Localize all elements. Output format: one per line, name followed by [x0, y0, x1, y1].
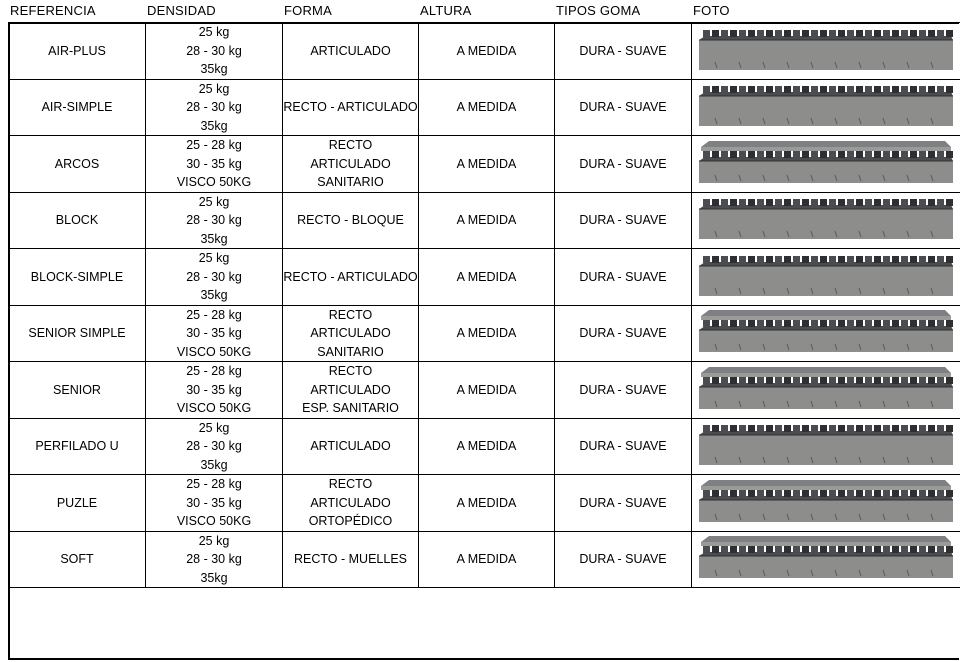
cell-foto [692, 192, 960, 249]
densidad-line: 28 - 30 kg [186, 43, 242, 58]
altura-text: A MEDIDA [456, 439, 517, 453]
table-row [9, 418, 960, 475]
cell-tipos-goma [555, 362, 692, 419]
goma-text: DURA - SUAVE [579, 100, 667, 114]
table-row [9, 79, 960, 136]
referencia-text: SENIOR SIMPLE [28, 326, 126, 340]
densidad-line: 28 - 30 kg [186, 439, 242, 453]
densidad-line: 25 kg [198, 420, 230, 435]
cell-forma [283, 192, 419, 249]
header-densidad: DENSIDAD [147, 3, 216, 18]
cell-tipos-goma [555, 531, 692, 588]
forma-line: SANITARIO [317, 175, 384, 189]
cell-referencia [9, 305, 146, 362]
cell-foto [692, 136, 960, 193]
perfilado-u-mattress-photo [695, 421, 957, 471]
cell-altura [419, 475, 555, 532]
cell-referencia [9, 531, 146, 588]
altura-text: A MEDIDA [456, 326, 517, 340]
densidad-line: 35kg [200, 570, 228, 585]
cell-referencia [9, 192, 146, 249]
cell-referencia [9, 23, 146, 80]
cell-altura [419, 192, 555, 249]
cell-forma [283, 531, 419, 588]
altura-text: A MEDIDA [456, 552, 517, 566]
goma-text: DURA - SUAVE [579, 439, 667, 453]
cell-forma [283, 249, 419, 306]
forma-line: RECTO [328, 477, 373, 491]
densidad-line: 28 - 30 kg [186, 213, 242, 227]
forma-line: ARTICULADO [310, 43, 391, 58]
densidad-line: 35kg [200, 288, 228, 302]
densidad-line: 30 - 35 kg [186, 326, 242, 340]
referencia-text: BLOCK-SIMPLE [30, 269, 124, 284]
densidad-line: 25 kg [198, 533, 230, 548]
cell-foto [692, 23, 960, 80]
goma-text: DURA - SUAVE [579, 326, 667, 340]
product-table [8, 22, 960, 588]
cell-foto [692, 475, 960, 532]
header-referencia: REFERENCIA [10, 3, 96, 18]
referencia-text: PUZLE [56, 495, 98, 510]
altura-text: A MEDIDA [456, 213, 517, 227]
cell-tipos-goma [555, 418, 692, 475]
cell-altura [419, 418, 555, 475]
cell-altura [419, 23, 555, 80]
cell-densidad [146, 475, 283, 532]
arcos-mattress-photo [695, 139, 957, 189]
referencia-text: PERFILADO U [35, 439, 119, 453]
referencia-text: SOFT [60, 552, 94, 566]
cell-tipos-goma [555, 23, 692, 80]
goma-text: DURA - SUAVE [579, 495, 667, 510]
forma-line: ARTICULADO [310, 326, 391, 340]
referencia-text: BLOCK [55, 213, 99, 227]
referencia-text: AIR-PLUS [48, 43, 106, 58]
cell-forma [283, 362, 419, 419]
forma-line: ARTICULADO [310, 495, 391, 510]
goma-text: DURA - SUAVE [579, 43, 667, 58]
cell-altura [419, 305, 555, 362]
cell-referencia [9, 418, 146, 475]
cell-forma [283, 418, 419, 475]
altura-text: A MEDIDA [456, 269, 517, 284]
goma-text: DURA - SUAVE [579, 213, 667, 227]
cell-referencia [9, 136, 146, 193]
cell-foto [692, 531, 960, 588]
forma-line: ARTICULADO [310, 156, 391, 171]
header-foto: FOTO [693, 3, 730, 18]
referencia-text: ARCOS [54, 156, 100, 171]
densidad-line: 25 - 28 kg [186, 364, 242, 378]
cell-tipos-goma [555, 475, 692, 532]
goma-text: DURA - SUAVE [579, 552, 667, 566]
altura-text: A MEDIDA [456, 156, 517, 171]
altura-text: A MEDIDA [456, 382, 517, 397]
forma-line: RECTO - ARTICULADO [283, 100, 418, 114]
block-mattress-photo [695, 195, 957, 245]
table-header [0, 0, 961, 22]
cell-altura [419, 79, 555, 136]
cell-densidad [146, 362, 283, 419]
cell-altura [419, 249, 555, 306]
cell-densidad [146, 418, 283, 475]
referencia-text: AIR-SIMPLE [41, 100, 113, 114]
senior-mattress-photo [695, 365, 957, 415]
densidad-line: 30 - 35 kg [186, 495, 242, 510]
altura-text: A MEDIDA [456, 495, 517, 510]
table-row [9, 23, 960, 80]
cell-forma [283, 136, 419, 193]
densidad-line: 35kg [200, 118, 228, 133]
cell-foto [692, 418, 960, 475]
densidad-line: 25 - 28 kg [186, 477, 242, 491]
cell-altura [419, 531, 555, 588]
soft-mattress-photo [695, 534, 957, 584]
altura-text: A MEDIDA [456, 100, 517, 114]
table-row [9, 475, 960, 532]
densidad-line: 35kg [200, 231, 228, 246]
forma-line: RECTO [328, 364, 373, 378]
goma-text: DURA - SUAVE [579, 382, 667, 397]
densidad-line: 28 - 30 kg [186, 269, 242, 284]
densidad-line: VISCO 50KG [176, 344, 252, 359]
cell-tipos-goma [555, 136, 692, 193]
puzle-mattress-photo [695, 478, 957, 528]
cell-tipos-goma [555, 79, 692, 136]
densidad-line: 28 - 30 kg [186, 100, 242, 114]
header-forma: FORMA [284, 3, 332, 18]
forma-line: RECTO - BLOQUE [297, 213, 404, 227]
cell-altura [419, 362, 555, 419]
forma-line: RECTO [328, 307, 373, 322]
cell-densidad [146, 79, 283, 136]
cell-tipos-goma [555, 249, 692, 306]
cell-forma [283, 475, 419, 532]
densidad-line: 25 kg [198, 25, 230, 39]
altura-text: A MEDIDA [456, 43, 517, 58]
cell-forma [283, 79, 419, 136]
goma-text: DURA - SUAVE [579, 156, 667, 171]
densidad-line: VISCO 50KG [176, 514, 252, 528]
cell-referencia [9, 362, 146, 419]
forma-line: RECTO - MUELLES [294, 552, 407, 566]
forma-line: SANITARIO [317, 344, 384, 359]
cell-foto [692, 362, 960, 419]
densidad-line: VISCO 50KG [176, 401, 252, 415]
cell-referencia [9, 249, 146, 306]
cell-referencia [9, 79, 146, 136]
table-row [9, 249, 960, 306]
densidad-line: 28 - 30 kg [186, 552, 242, 566]
cell-densidad [146, 192, 283, 249]
forma-line: ESP. SANITARIO [302, 401, 399, 415]
cell-forma [283, 305, 419, 362]
cell-referencia [9, 475, 146, 532]
air-plus-mattress-photo [695, 26, 957, 76]
block-simple-mattress-photo [695, 252, 957, 302]
densidad-line: 30 - 35 kg [186, 382, 242, 397]
table-row [9, 136, 960, 193]
cell-densidad [146, 531, 283, 588]
densidad-line: 30 - 35 kg [186, 156, 242, 171]
table-row [9, 305, 960, 362]
table-row [9, 192, 960, 249]
referencia-text: SENIOR [53, 382, 101, 397]
densidad-line: 25 kg [198, 251, 230, 265]
goma-text: DURA - SUAVE [579, 269, 667, 284]
table-row [9, 362, 960, 419]
cell-forma [283, 23, 419, 80]
cell-densidad [146, 305, 283, 362]
air-simple-mattress-photo [695, 82, 957, 132]
cell-densidad [146, 23, 283, 80]
header-altura: ALTURA [420, 3, 472, 18]
forma-line: ARTICULADO [310, 439, 391, 453]
forma-line: ARTICULADO [310, 382, 391, 397]
densidad-line: 35kg [200, 62, 228, 76]
cell-foto [692, 79, 960, 136]
cell-altura [419, 136, 555, 193]
forma-line: RECTO - ARTICULADO [283, 269, 418, 284]
densidad-line: 25 kg [198, 194, 230, 209]
cell-densidad [146, 136, 283, 193]
cell-tipos-goma [555, 305, 692, 362]
cell-densidad [146, 249, 283, 306]
forma-line: ORTOPÉDICO [308, 514, 393, 528]
cell-tipos-goma [555, 192, 692, 249]
cell-foto [692, 305, 960, 362]
cell-foto [692, 249, 960, 306]
table-row [9, 531, 960, 588]
densidad-line: VISCO 50KG [176, 175, 252, 189]
densidad-line: 25 - 28 kg [186, 307, 242, 322]
header-tipos-goma: TIPOS GOMA [556, 3, 641, 18]
forma-line: RECTO [328, 138, 373, 152]
densidad-line: 35kg [200, 457, 228, 472]
densidad-line: 25 - 28 kg [186, 138, 242, 152]
densidad-line: 25 kg [198, 81, 230, 96]
senior-simple-mattress-photo [695, 308, 957, 358]
